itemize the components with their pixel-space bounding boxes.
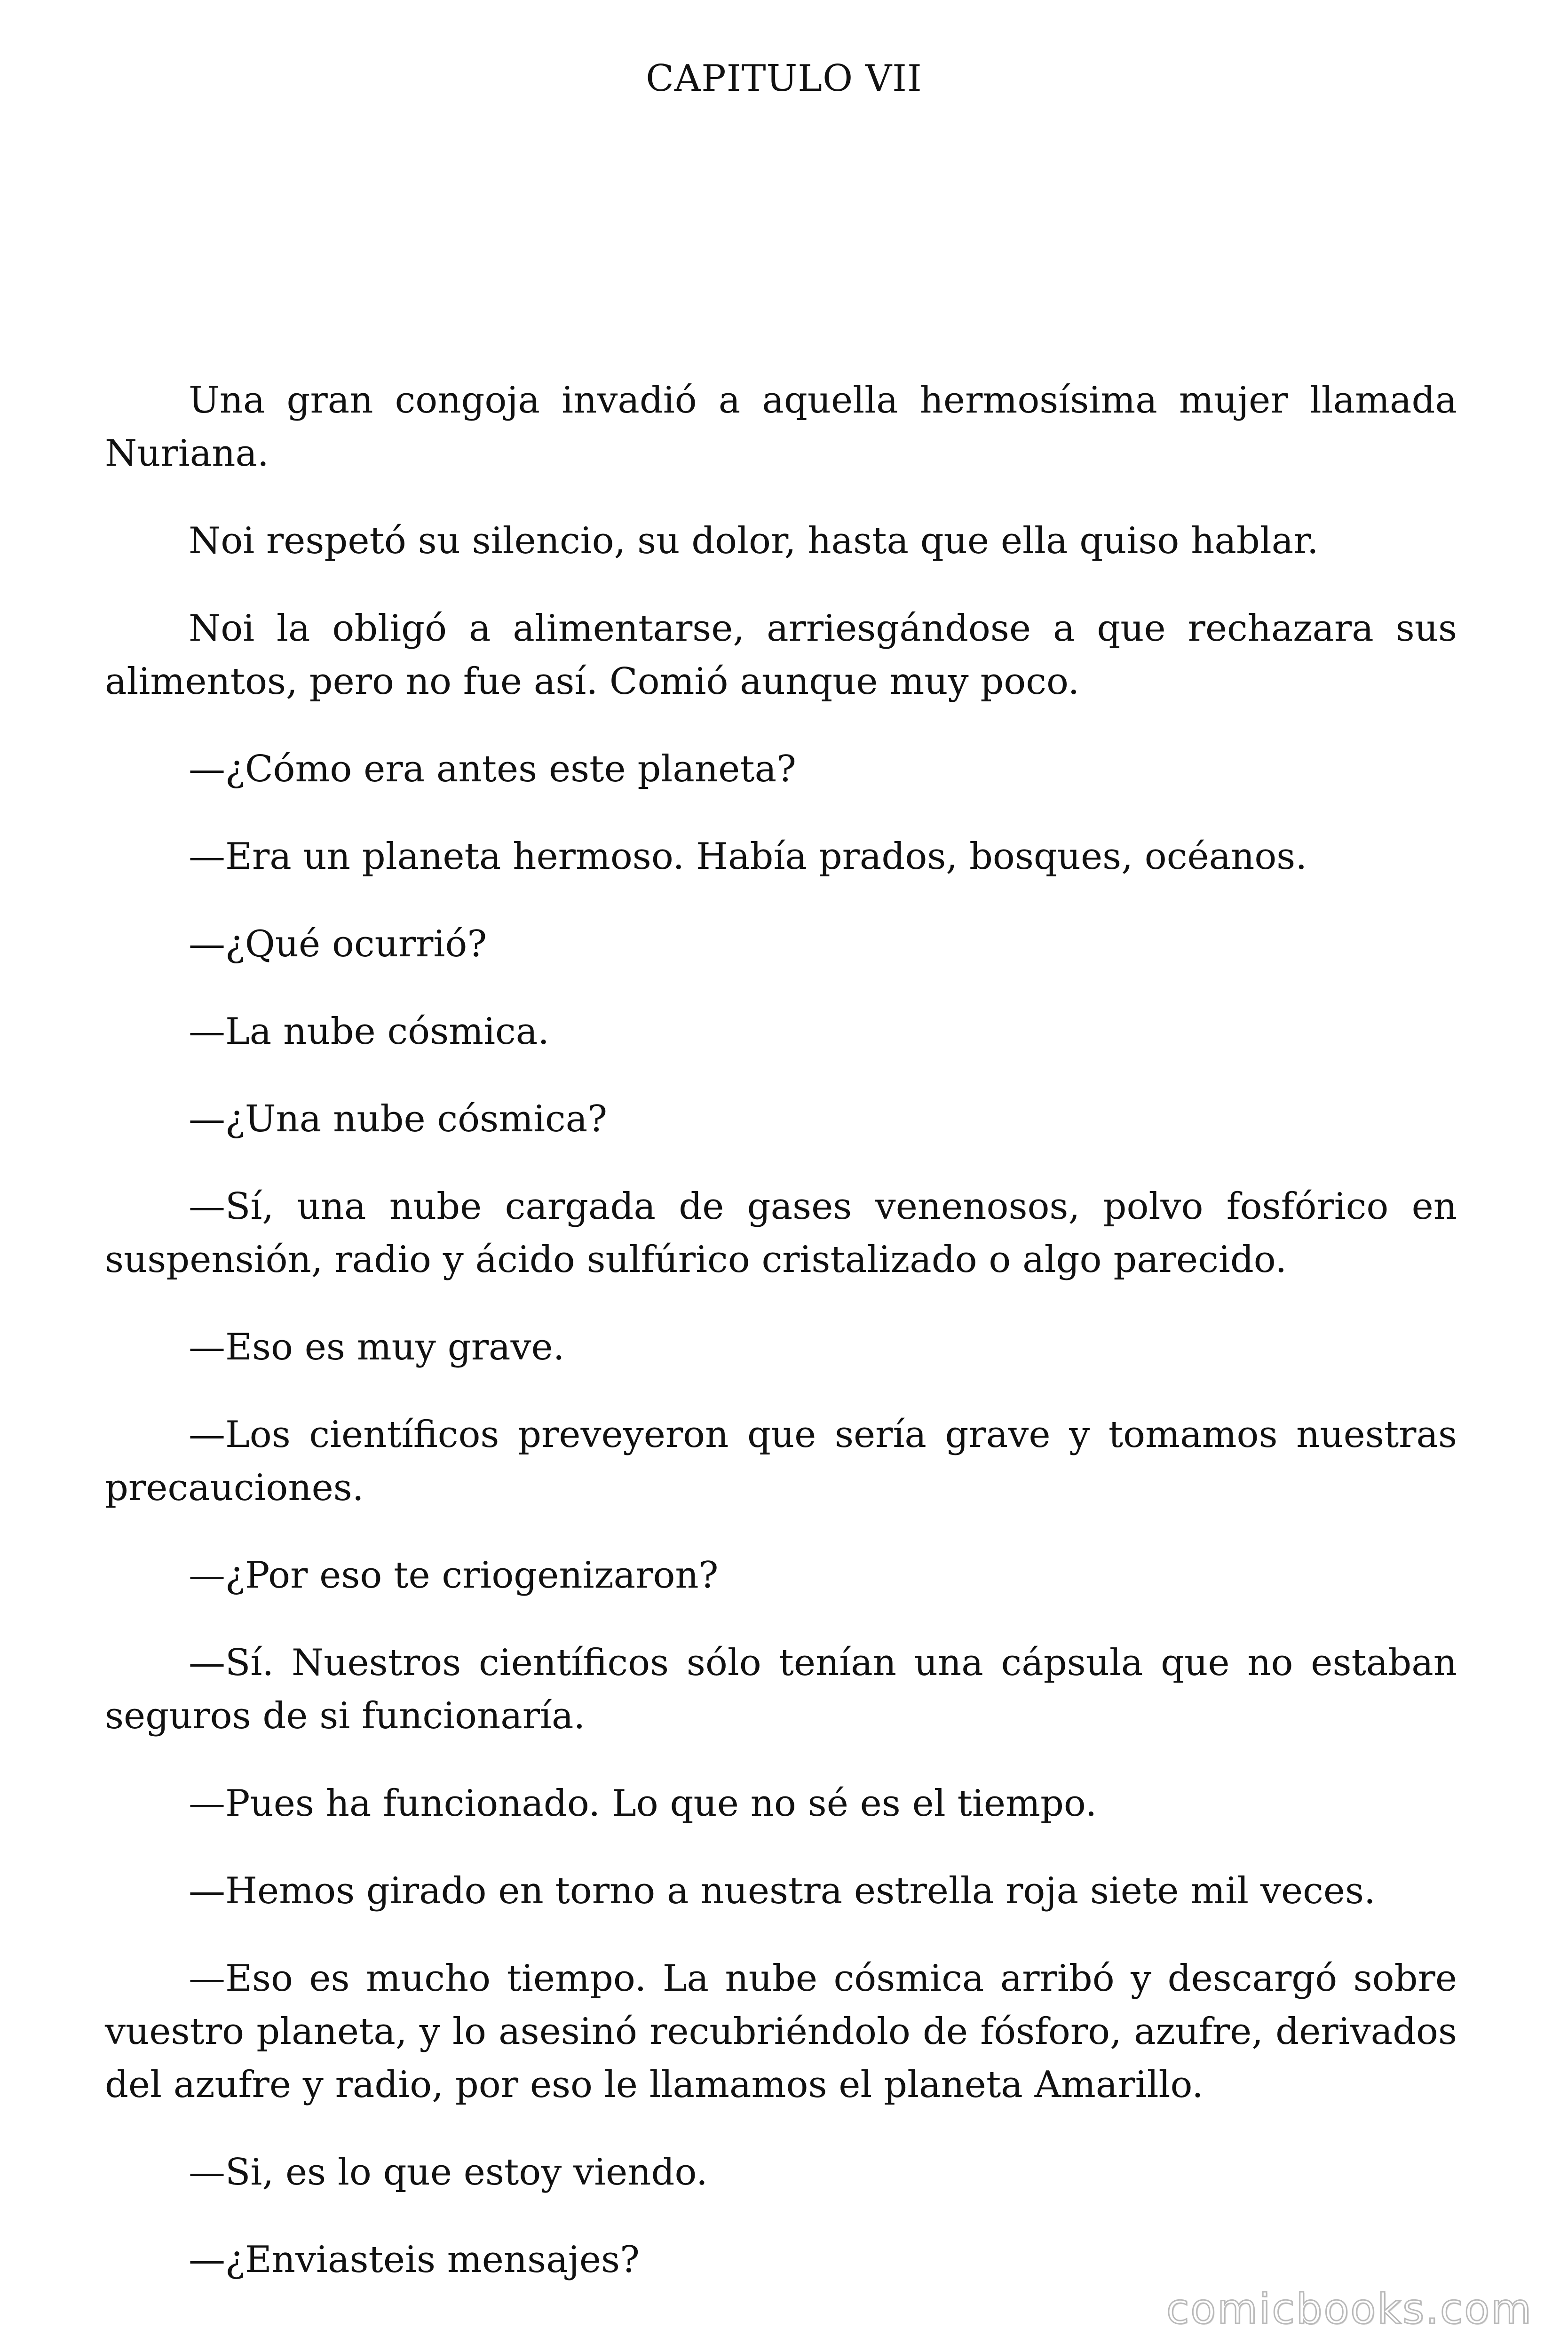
paragraph: —La nube cósmica. xyxy=(189,1010,550,1053)
paragraph: —¿Una nube cósmica? xyxy=(189,1098,608,1140)
paragraph: Noi respetó su silencio, su dolor, hasta que ella quiso hablar. xyxy=(189,520,1319,562)
paragraph: Una gran congoja invadió a aquella hermosísima mujer llamada Nuriana. xyxy=(105,379,1457,475)
watermark: comicbooks.com xyxy=(1166,2285,1533,2333)
paragraph: —¿Qué ocurrió? xyxy=(189,923,487,965)
paragraph: —Eso es muy grave. xyxy=(189,1326,565,1368)
chapter-title: CAPITULO VII xyxy=(646,57,922,100)
paragraph: —Sí. Nuestros científicos sólo tenían una cápsula que no estaban seguros de si funcionaría. xyxy=(105,1642,1457,1737)
paragraph: —Eso es mucho tiempo. La nube cósmica arribó y descargó sobre vuestro planeta, y lo asesinó recubriéndolo de fósforo, azufre, derivados del azufre y radio, por eso le llamamos el planeta Amarillo. xyxy=(105,1957,1457,2106)
paragraph: —Pues ha funcionado. Lo que no sé es el tiempo. xyxy=(189,1782,1097,1825)
paragraph: —¿Por eso te criogenizaron? xyxy=(189,1554,719,1597)
paragraph: —¿Enviasteis mensajes? xyxy=(189,2239,640,2281)
paragraph: —Sí, una nube cargada de gases venenosos, polvo fosfórico en suspensión, radio y ácido sulfúrico cristalizado o algo parecido. xyxy=(105,1185,1457,1281)
body-text xyxy=(105,374,1457,2321)
paragraph: —Hemos girado en torno a nuestra estrella roja siete mil veces. xyxy=(189,1870,1376,1912)
paragraph: —¿Cómo era antes este planeta? xyxy=(189,748,796,790)
paragraph: Noi la obligó a alimentarse, arriesgándose a que rechazara sus alimentos, pero no fue así. Comió aunque muy poco. xyxy=(105,607,1457,703)
paragraph: —Los científicos preveyeron que sería grave y tomamos nuestras precauciones. xyxy=(105,1414,1457,1509)
paragraph: —Si, es lo que estoy viendo. xyxy=(189,2151,708,2193)
paragraph: —Era un planeta hermoso. Había prados, bosques, océanos. xyxy=(189,835,1307,878)
